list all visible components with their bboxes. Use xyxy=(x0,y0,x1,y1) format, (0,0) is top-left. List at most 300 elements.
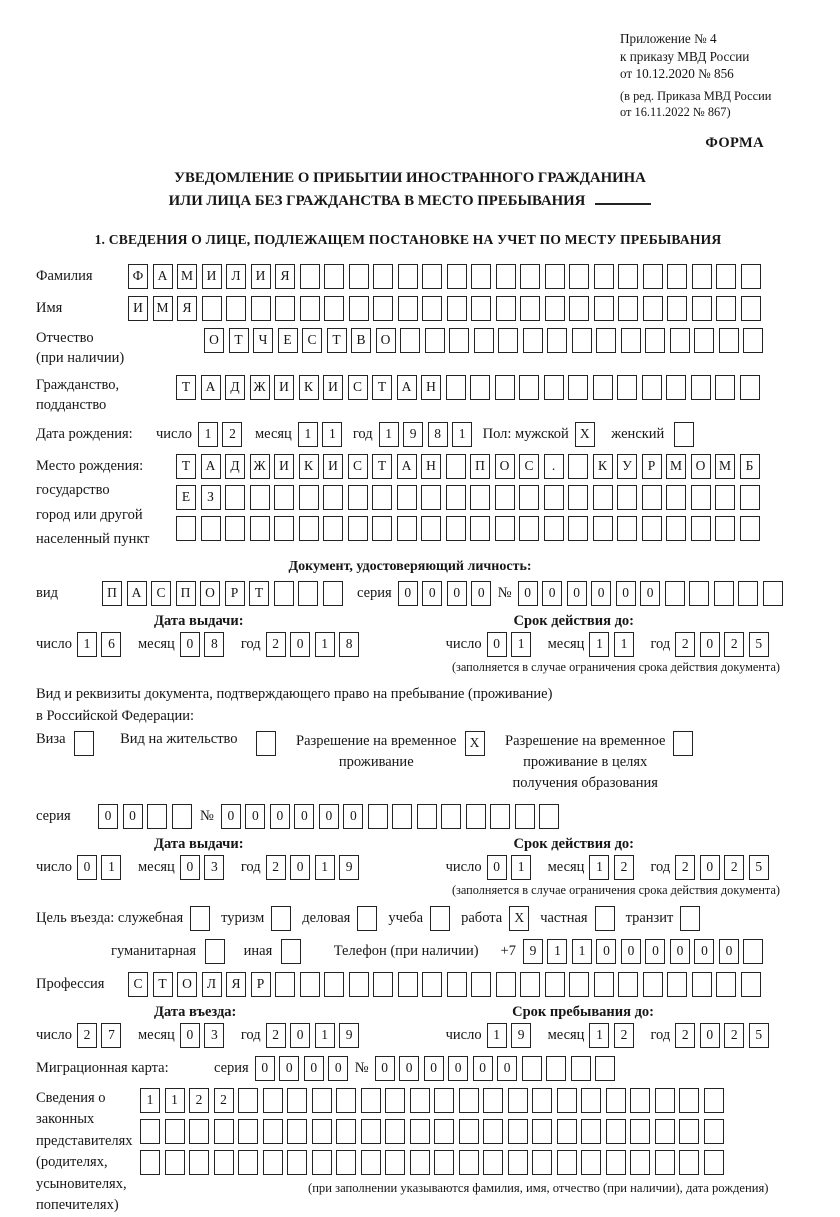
char-cell[interactable] xyxy=(349,972,369,997)
char-cell[interactable] xyxy=(361,1088,381,1113)
char-cell[interactable] xyxy=(667,296,687,321)
char-cell[interactable]: М xyxy=(666,454,686,479)
char-cell[interactable]: 0 xyxy=(343,804,363,829)
char-cell[interactable] xyxy=(323,516,343,541)
char-cell[interactable]: 0 xyxy=(180,1023,200,1048)
char-cell[interactable]: 0 xyxy=(319,804,339,829)
char-cell[interactable] xyxy=(417,804,437,829)
char-cell[interactable] xyxy=(459,1150,479,1175)
char-cell[interactable]: А xyxy=(153,264,173,289)
char-cell[interactable] xyxy=(238,1088,258,1113)
char-cell[interactable] xyxy=(312,1150,332,1175)
char-cell[interactable] xyxy=(298,581,318,606)
char-cell[interactable] xyxy=(410,1150,430,1175)
char-cell[interactable]: 2 xyxy=(77,1023,97,1048)
char-cell[interactable]: А xyxy=(397,454,417,479)
char-cell[interactable] xyxy=(642,375,662,400)
char-cell[interactable] xyxy=(692,296,712,321)
char-cell[interactable]: 1 xyxy=(614,632,634,657)
char-cell[interactable]: Т xyxy=(372,454,392,479)
char-cell[interactable]: 0 xyxy=(621,939,641,964)
char-cell[interactable] xyxy=(743,328,763,353)
char-cell[interactable]: 0 xyxy=(290,855,310,880)
char-cell[interactable]: 0 xyxy=(98,804,118,829)
char-cell[interactable] xyxy=(459,1088,479,1113)
char-cell[interactable] xyxy=(621,328,641,353)
char-cell[interactable] xyxy=(495,516,515,541)
char-cell[interactable]: Р xyxy=(251,972,271,997)
char-cell[interactable]: 0 xyxy=(471,581,491,606)
char-cell[interactable] xyxy=(361,1150,381,1175)
char-cell[interactable] xyxy=(670,328,690,353)
char-cell[interactable] xyxy=(508,1088,528,1113)
sex-female-checkbox[interactable] xyxy=(674,422,694,447)
char-cell[interactable]: Н xyxy=(421,375,441,400)
char-cell[interactable] xyxy=(667,264,687,289)
char-cell[interactable]: 1 xyxy=(298,422,318,447)
char-cell[interactable] xyxy=(490,804,510,829)
char-cell[interactable]: М xyxy=(715,454,735,479)
char-cell[interactable] xyxy=(715,516,735,541)
char-cell[interactable] xyxy=(515,804,535,829)
char-cell[interactable] xyxy=(740,485,760,510)
char-cell[interactable]: 0 xyxy=(473,1056,493,1081)
char-cell[interactable]: 1 xyxy=(165,1088,185,1113)
char-cell[interactable]: 9 xyxy=(339,855,359,880)
char-cell[interactable] xyxy=(466,804,486,829)
char-cell[interactable]: 0 xyxy=(424,1056,444,1081)
char-cell[interactable] xyxy=(593,516,613,541)
char-cell[interactable]: Я xyxy=(177,296,197,321)
tourism-checkbox[interactable] xyxy=(271,906,291,931)
char-cell[interactable] xyxy=(679,1088,699,1113)
char-cell[interactable]: И xyxy=(128,296,148,321)
char-cell[interactable] xyxy=(572,328,592,353)
char-cell[interactable] xyxy=(434,1119,454,1144)
char-cell[interactable] xyxy=(593,375,613,400)
char-cell[interactable] xyxy=(422,296,442,321)
char-cell[interactable] xyxy=(165,1150,185,1175)
char-cell[interactable] xyxy=(140,1119,160,1144)
char-cell[interactable]: У xyxy=(617,454,637,479)
char-cell[interactable] xyxy=(691,375,711,400)
char-cell[interactable] xyxy=(546,1056,566,1081)
char-cell[interactable] xyxy=(372,485,392,510)
char-cell[interactable]: А xyxy=(127,581,147,606)
char-cell[interactable]: 0 xyxy=(180,855,200,880)
char-cell[interactable] xyxy=(410,1119,430,1144)
char-cell[interactable]: 0 xyxy=(700,632,720,657)
char-cell[interactable] xyxy=(571,1056,591,1081)
char-cell[interactable] xyxy=(508,1150,528,1175)
char-cell[interactable]: К xyxy=(299,375,319,400)
char-cell[interactable] xyxy=(312,1088,332,1113)
char-cell[interactable] xyxy=(691,516,711,541)
char-cell[interactable]: 1 xyxy=(77,632,97,657)
char-cell[interactable] xyxy=(547,328,567,353)
char-cell[interactable] xyxy=(544,485,564,510)
char-cell[interactable]: Н xyxy=(421,454,441,479)
char-cell[interactable] xyxy=(716,972,736,997)
char-cell[interactable] xyxy=(498,328,518,353)
char-cell[interactable] xyxy=(250,485,270,510)
char-cell[interactable] xyxy=(740,516,760,541)
char-cell[interactable]: З xyxy=(201,485,221,510)
char-cell[interactable] xyxy=(581,1150,601,1175)
char-cell[interactable] xyxy=(569,972,589,997)
char-cell[interactable]: 0 xyxy=(447,581,467,606)
char-cell[interactable] xyxy=(557,1088,577,1113)
char-cell[interactable] xyxy=(665,581,685,606)
char-cell[interactable]: 0 xyxy=(487,632,507,657)
char-cell[interactable] xyxy=(667,972,687,997)
char-cell[interactable] xyxy=(189,1150,209,1175)
char-cell[interactable]: 5 xyxy=(749,632,769,657)
char-cell[interactable] xyxy=(532,1088,552,1113)
char-cell[interactable]: 8 xyxy=(204,632,224,657)
char-cell[interactable]: 0 xyxy=(616,581,636,606)
char-cell[interactable]: Т xyxy=(327,328,347,353)
char-cell[interactable] xyxy=(495,485,515,510)
char-cell[interactable] xyxy=(666,485,686,510)
transit-checkbox[interactable] xyxy=(680,906,700,931)
char-cell[interactable] xyxy=(569,264,589,289)
char-cell[interactable] xyxy=(738,581,758,606)
char-cell[interactable] xyxy=(299,485,319,510)
char-cell[interactable]: 1 xyxy=(379,422,399,447)
char-cell[interactable]: 1 xyxy=(511,855,531,880)
char-cell[interactable] xyxy=(349,296,369,321)
char-cell[interactable] xyxy=(421,485,441,510)
char-cell[interactable] xyxy=(422,972,442,997)
char-cell[interactable] xyxy=(449,328,469,353)
char-cell[interactable] xyxy=(569,296,589,321)
char-cell[interactable] xyxy=(508,1119,528,1144)
char-cell[interactable]: 0 xyxy=(290,632,310,657)
char-cell[interactable]: И xyxy=(202,264,222,289)
char-cell[interactable]: И xyxy=(323,375,343,400)
char-cell[interactable] xyxy=(643,972,663,997)
char-cell[interactable]: 1 xyxy=(572,939,592,964)
char-cell[interactable]: 0 xyxy=(497,1056,517,1081)
char-cell[interactable] xyxy=(642,516,662,541)
char-cell[interactable] xyxy=(568,375,588,400)
temp-permit-checkbox[interactable]: X xyxy=(465,731,485,756)
char-cell[interactable]: К xyxy=(299,454,319,479)
char-cell[interactable] xyxy=(716,264,736,289)
char-cell[interactable] xyxy=(446,485,466,510)
char-cell[interactable]: 2 xyxy=(222,422,242,447)
char-cell[interactable]: Т xyxy=(372,375,392,400)
char-cell[interactable]: П xyxy=(102,581,122,606)
char-cell[interactable] xyxy=(447,264,467,289)
char-cell[interactable] xyxy=(324,296,344,321)
char-cell[interactable] xyxy=(385,1119,405,1144)
char-cell[interactable]: 1 xyxy=(547,939,567,964)
char-cell[interactable] xyxy=(544,516,564,541)
char-cell[interactable]: И xyxy=(274,454,294,479)
char-cell[interactable]: 6 xyxy=(101,632,121,657)
char-cell[interactable] xyxy=(595,1056,615,1081)
char-cell[interactable]: 2 xyxy=(724,855,744,880)
char-cell[interactable] xyxy=(275,296,295,321)
char-cell[interactable] xyxy=(594,264,614,289)
char-cell[interactable] xyxy=(447,972,467,997)
edu-permit-checkbox[interactable] xyxy=(673,731,693,756)
char-cell[interactable]: Т xyxy=(249,581,269,606)
char-cell[interactable]: 0 xyxy=(375,1056,395,1081)
char-cell[interactable] xyxy=(715,485,735,510)
char-cell[interactable]: 0 xyxy=(700,1023,720,1048)
char-cell[interactable] xyxy=(312,1119,332,1144)
char-cell[interactable] xyxy=(715,375,735,400)
char-cell[interactable]: Р xyxy=(225,581,245,606)
char-cell[interactable] xyxy=(300,296,320,321)
char-cell[interactable] xyxy=(522,1056,542,1081)
char-cell[interactable]: 2 xyxy=(675,1023,695,1048)
char-cell[interactable] xyxy=(470,516,490,541)
char-cell[interactable] xyxy=(655,1150,675,1175)
char-cell[interactable]: 1 xyxy=(198,422,218,447)
char-cell[interactable] xyxy=(274,485,294,510)
char-cell[interactable]: А xyxy=(397,375,417,400)
char-cell[interactable]: А xyxy=(201,454,221,479)
char-cell[interactable]: Б xyxy=(740,454,760,479)
char-cell[interactable] xyxy=(385,1088,405,1113)
char-cell[interactable]: 1 xyxy=(589,1023,609,1048)
char-cell[interactable] xyxy=(189,1119,209,1144)
char-cell[interactable] xyxy=(251,296,271,321)
visa-checkbox[interactable] xyxy=(74,731,94,756)
char-cell[interactable]: 9 xyxy=(403,422,423,447)
char-cell[interactable] xyxy=(372,516,392,541)
char-cell[interactable] xyxy=(398,264,418,289)
char-cell[interactable] xyxy=(617,516,637,541)
char-cell[interactable]: 1 xyxy=(487,1023,507,1048)
char-cell[interactable] xyxy=(606,1119,626,1144)
char-cell[interactable] xyxy=(617,375,637,400)
char-cell[interactable]: Т xyxy=(153,972,173,997)
char-cell[interactable]: М xyxy=(177,264,197,289)
char-cell[interactable]: 2 xyxy=(724,1023,744,1048)
char-cell[interactable]: Д xyxy=(225,454,245,479)
char-cell[interactable] xyxy=(274,516,294,541)
char-cell[interactable] xyxy=(398,296,418,321)
char-cell[interactable] xyxy=(323,485,343,510)
char-cell[interactable] xyxy=(398,972,418,997)
char-cell[interactable] xyxy=(275,972,295,997)
char-cell[interactable]: Ф xyxy=(128,264,148,289)
char-cell[interactable] xyxy=(373,264,393,289)
char-cell[interactable]: В xyxy=(351,328,371,353)
private-checkbox[interactable] xyxy=(595,906,615,931)
char-cell[interactable] xyxy=(594,972,614,997)
char-cell[interactable] xyxy=(568,516,588,541)
char-cell[interactable] xyxy=(392,804,412,829)
char-cell[interactable] xyxy=(545,296,565,321)
char-cell[interactable]: Ч xyxy=(253,328,273,353)
char-cell[interactable]: 1 xyxy=(140,1088,160,1113)
char-cell[interactable]: 0 xyxy=(304,1056,324,1081)
char-cell[interactable] xyxy=(385,1150,405,1175)
char-cell[interactable] xyxy=(140,1150,160,1175)
char-cell[interactable] xyxy=(299,516,319,541)
char-cell[interactable] xyxy=(300,264,320,289)
char-cell[interactable] xyxy=(581,1119,601,1144)
char-cell[interactable] xyxy=(539,804,559,829)
char-cell[interactable]: 2 xyxy=(266,1023,286,1048)
char-cell[interactable] xyxy=(557,1150,577,1175)
char-cell[interactable]: 0 xyxy=(645,939,665,964)
char-cell[interactable] xyxy=(471,296,491,321)
char-cell[interactable] xyxy=(336,1119,356,1144)
char-cell[interactable]: О xyxy=(376,328,396,353)
char-cell[interactable]: 8 xyxy=(339,632,359,657)
char-cell[interactable]: О xyxy=(177,972,197,997)
char-cell[interactable]: С xyxy=(151,581,171,606)
char-cell[interactable]: 0 xyxy=(328,1056,348,1081)
char-cell[interactable] xyxy=(630,1119,650,1144)
char-cell[interactable]: 2 xyxy=(266,632,286,657)
char-cell[interactable]: О xyxy=(204,328,224,353)
char-cell[interactable]: 0 xyxy=(180,632,200,657)
char-cell[interactable]: И xyxy=(274,375,294,400)
char-cell[interactable] xyxy=(741,264,761,289)
char-cell[interactable]: 2 xyxy=(614,1023,634,1048)
char-cell[interactable] xyxy=(593,485,613,510)
char-cell[interactable] xyxy=(470,375,490,400)
char-cell[interactable] xyxy=(716,296,736,321)
char-cell[interactable] xyxy=(446,516,466,541)
char-cell[interactable] xyxy=(368,804,388,829)
char-cell[interactable]: 0 xyxy=(245,804,265,829)
char-cell[interactable] xyxy=(238,1119,258,1144)
char-cell[interactable] xyxy=(263,1119,283,1144)
char-cell[interactable]: 0 xyxy=(700,855,720,880)
char-cell[interactable] xyxy=(263,1150,283,1175)
char-cell[interactable]: 0 xyxy=(270,804,290,829)
char-cell[interactable] xyxy=(642,485,662,510)
char-cell[interactable]: 2 xyxy=(189,1088,209,1113)
char-cell[interactable] xyxy=(225,516,245,541)
char-cell[interactable] xyxy=(692,264,712,289)
char-cell[interactable]: 0 xyxy=(694,939,714,964)
char-cell[interactable] xyxy=(666,375,686,400)
char-cell[interactable] xyxy=(519,485,539,510)
char-cell[interactable] xyxy=(689,581,709,606)
char-cell[interactable] xyxy=(324,972,344,997)
char-cell[interactable] xyxy=(323,581,343,606)
char-cell[interactable] xyxy=(201,516,221,541)
char-cell[interactable]: . xyxy=(544,454,564,479)
char-cell[interactable] xyxy=(643,264,663,289)
char-cell[interactable] xyxy=(496,972,516,997)
char-cell[interactable] xyxy=(704,1088,724,1113)
char-cell[interactable] xyxy=(645,328,665,353)
char-cell[interactable] xyxy=(165,1119,185,1144)
char-cell[interactable] xyxy=(361,1119,381,1144)
char-cell[interactable]: 9 xyxy=(339,1023,359,1048)
char-cell[interactable] xyxy=(225,485,245,510)
char-cell[interactable]: Д xyxy=(225,375,245,400)
business-checkbox[interactable] xyxy=(357,906,377,931)
char-cell[interactable] xyxy=(692,972,712,997)
char-cell[interactable] xyxy=(446,375,466,400)
char-cell[interactable] xyxy=(520,264,540,289)
char-cell[interactable] xyxy=(474,328,494,353)
char-cell[interactable]: Ж xyxy=(250,375,270,400)
char-cell[interactable]: С xyxy=(519,454,539,479)
char-cell[interactable]: 0 xyxy=(719,939,739,964)
char-cell[interactable]: С xyxy=(128,972,148,997)
char-cell[interactable]: А xyxy=(201,375,221,400)
char-cell[interactable] xyxy=(287,1119,307,1144)
char-cell[interactable]: И xyxy=(323,454,343,479)
char-cell[interactable] xyxy=(447,296,467,321)
char-cell[interactable]: О xyxy=(495,454,515,479)
char-cell[interactable] xyxy=(568,485,588,510)
other-checkbox[interactable] xyxy=(281,939,301,964)
official-checkbox[interactable] xyxy=(190,906,210,931)
char-cell[interactable] xyxy=(520,296,540,321)
sex-male-checkbox[interactable]: X xyxy=(575,422,595,447)
char-cell[interactable] xyxy=(495,375,515,400)
char-cell[interactable]: 1 xyxy=(589,855,609,880)
char-cell[interactable] xyxy=(519,516,539,541)
char-cell[interactable] xyxy=(441,804,461,829)
humanitarian-checkbox[interactable] xyxy=(205,939,225,964)
char-cell[interactable]: 1 xyxy=(315,855,335,880)
char-cell[interactable] xyxy=(741,972,761,997)
char-cell[interactable]: Е xyxy=(278,328,298,353)
char-cell[interactable]: Л xyxy=(202,972,222,997)
char-cell[interactable] xyxy=(617,485,637,510)
char-cell[interactable]: 0 xyxy=(596,939,616,964)
char-cell[interactable] xyxy=(694,328,714,353)
char-cell[interactable] xyxy=(496,296,516,321)
char-cell[interactable]: 5 xyxy=(749,1023,769,1048)
char-cell[interactable] xyxy=(643,296,663,321)
char-cell[interactable] xyxy=(434,1150,454,1175)
char-cell[interactable]: С xyxy=(348,454,368,479)
char-cell[interactable] xyxy=(740,375,760,400)
char-cell[interactable]: 5 xyxy=(749,855,769,880)
char-cell[interactable] xyxy=(373,972,393,997)
char-cell[interactable] xyxy=(544,375,564,400)
char-cell[interactable]: 2 xyxy=(724,632,744,657)
char-cell[interactable]: 0 xyxy=(542,581,562,606)
char-cell[interactable]: 2 xyxy=(614,855,634,880)
char-cell[interactable] xyxy=(238,1150,258,1175)
char-cell[interactable] xyxy=(719,328,739,353)
char-cell[interactable] xyxy=(483,1119,503,1144)
char-cell[interactable] xyxy=(446,454,466,479)
char-cell[interactable] xyxy=(545,972,565,997)
work-checkbox[interactable]: X xyxy=(509,906,529,931)
char-cell[interactable]: 0 xyxy=(255,1056,275,1081)
char-cell[interactable]: 0 xyxy=(123,804,143,829)
char-cell[interactable] xyxy=(425,328,445,353)
char-cell[interactable]: Р xyxy=(642,454,662,479)
char-cell[interactable]: П xyxy=(470,454,490,479)
char-cell[interactable]: 2 xyxy=(266,855,286,880)
char-cell[interactable] xyxy=(459,1119,479,1144)
char-cell[interactable] xyxy=(421,516,441,541)
char-cell[interactable] xyxy=(679,1119,699,1144)
char-cell[interactable] xyxy=(263,1088,283,1113)
char-cell[interactable] xyxy=(618,972,638,997)
char-cell[interactable]: 3 xyxy=(204,855,224,880)
